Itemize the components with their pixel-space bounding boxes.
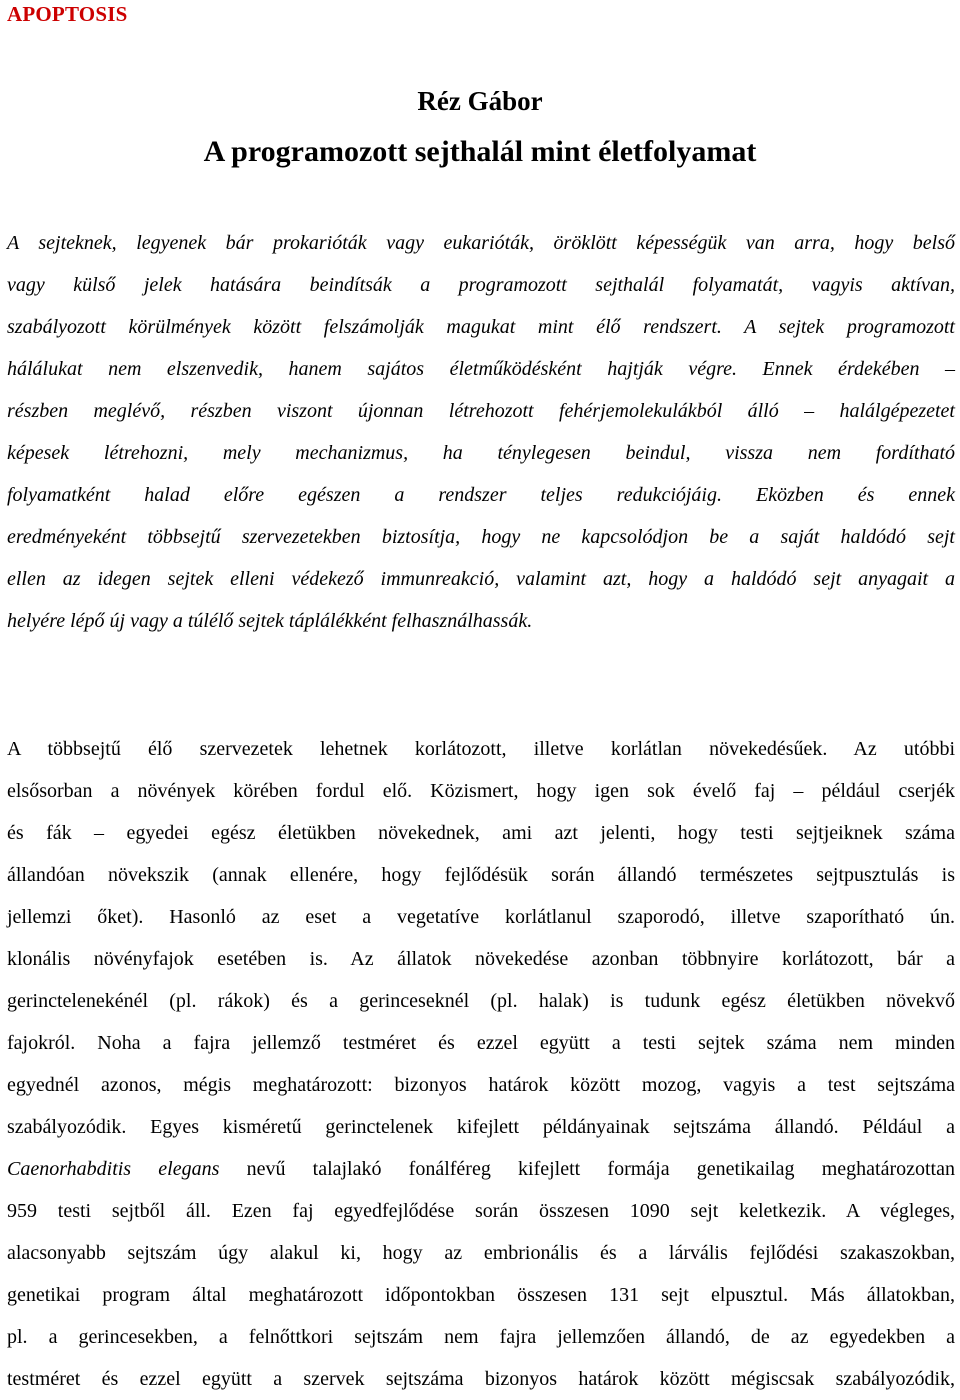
abstract-line: A sejteknek, legyenek bár prokarióták vagy eukarióták, öröklött képességük van arra, hogy belső bbox=[7, 232, 955, 254]
body-line bbox=[7, 1148, 955, 1190]
body-line: fajokról. Noha a fajra jellemző testméret és ezzel együtt a testi sejtek száma nem minden bbox=[7, 1032, 955, 1054]
article-title: A programozott sejthalál mint életfolyamat bbox=[203, 135, 757, 168]
body-line: elsősorban a növények körében fordul elő. Közismert, hogy igen sok évelő faj – például cserjék bbox=[7, 780, 955, 802]
body-line: genetikai program által meghatározott időpontokban összesen 131 sejt elpusztul. Más állatokban, bbox=[7, 1284, 955, 1306]
body-line: jellemzi őket). Hasonló az eset a vegetatíve korlátlanul szaporodó, illetve szaporítható ún. bbox=[7, 906, 955, 928]
body-line: gerinctelenekénél (pl. rákok) és a gerinceseknél (pl. halak) is tudunk egész életükben növekvő bbox=[7, 990, 955, 1012]
species-name: Caenorhabditis elegans bbox=[7, 1158, 220, 1180]
abstract-line: helyére lépő új vagy a túlélő sejtek táplálékként felhasználhassák. bbox=[7, 610, 533, 632]
body-line: A többsejtű élő szervezetek lehetnek korlátozott, illetve korlátlan növekedésűek. Az utóbbi bbox=[7, 738, 955, 760]
body-line: alacsonyabb sejtszám úgy alakul ki, hogy az embrionális és a lárvális fejlődési szakaszokban, bbox=[7, 1242, 955, 1264]
section-tag: APOPTOSIS bbox=[7, 2, 128, 26]
abstract-line: ellen az idegen sejtek elleni védekező immunreakció, valamint azt, hogy a haldódó sejt anyagait a bbox=[7, 568, 955, 590]
body-line: testméret és ezzel együtt a szervek sejtszáma bizonyos határok között mégiscsak szabályozódik, bbox=[7, 1368, 955, 1390]
abstract-line: szabályozott körülmények között felszámolják magukat mint élő rendszert. A sejtek programozott bbox=[7, 316, 955, 338]
body-line: egyednél azonos, mégis meghatározott: bizonyos határok között mozog, vagyis a test sejtszáma bbox=[7, 1074, 955, 1096]
abstract-line: folyamatként halad előre egészen a rendszer teljes redukciójáig. Eközben és ennek bbox=[7, 484, 955, 506]
abstract-line: vagy külső jelek hatására beindítsák a programozott sejthalál folyamatát, vagyis aktívan, bbox=[7, 274, 955, 296]
body-line-rest: nevű talajlakó fonálféreg kifejlett formája genetikailag meghatározottan bbox=[219, 1158, 955, 1180]
body-line: 959 testi sejtből áll. Ezen faj egyedfejlődése során összesen 1090 sejt keletkezik. A végleges, bbox=[7, 1200, 955, 1222]
abstract-line: részben meglévő, részben viszont újonnan létrehozott fehérjemolekulákból álló – halálgépezetet bbox=[7, 400, 955, 422]
body-paragraph bbox=[7, 728, 955, 1400]
abstract-paragraph bbox=[7, 222, 955, 642]
body-line: pl. a gerincesekben, a felnőttkori sejtszám nem fajra jellemzően állandó, de az egyedekben a bbox=[7, 1326, 955, 1348]
body-line: és fák – egyedei egész életükben növekednek, ami azt jelenti, hogy testi sejtjeiknek száma bbox=[7, 822, 955, 844]
abstract-line: képesek létrehozni, mely mechanizmus, ha ténylegesen beindul, vissza nem fordítható bbox=[7, 442, 955, 464]
abstract-line: hálálukat nem elszenvedik, hanem sajátos életműködésként hajtják végre. Ennek érdekében – bbox=[7, 358, 955, 380]
body-line: állandóan növekszik (annak ellenére, hogy fejlődésük során állandó természetes sejtpusztulás is bbox=[7, 864, 955, 886]
abstract-line: eredményeként többsejtű szervezetekben biztosítja, hogy ne kapcsolódjon be a saját haldódó sejt bbox=[7, 526, 955, 548]
author-name: Réz Gábor bbox=[417, 86, 543, 116]
body-line: szabályozódik. Egyes kisméretű gerinctelenek kifejlett példányainak sejtszáma állandó. Például a bbox=[7, 1116, 955, 1138]
body-line: klonális növényfajok esetében is. Az állatok növekedése azonban többnyire korlátozott, bár a bbox=[7, 948, 955, 970]
